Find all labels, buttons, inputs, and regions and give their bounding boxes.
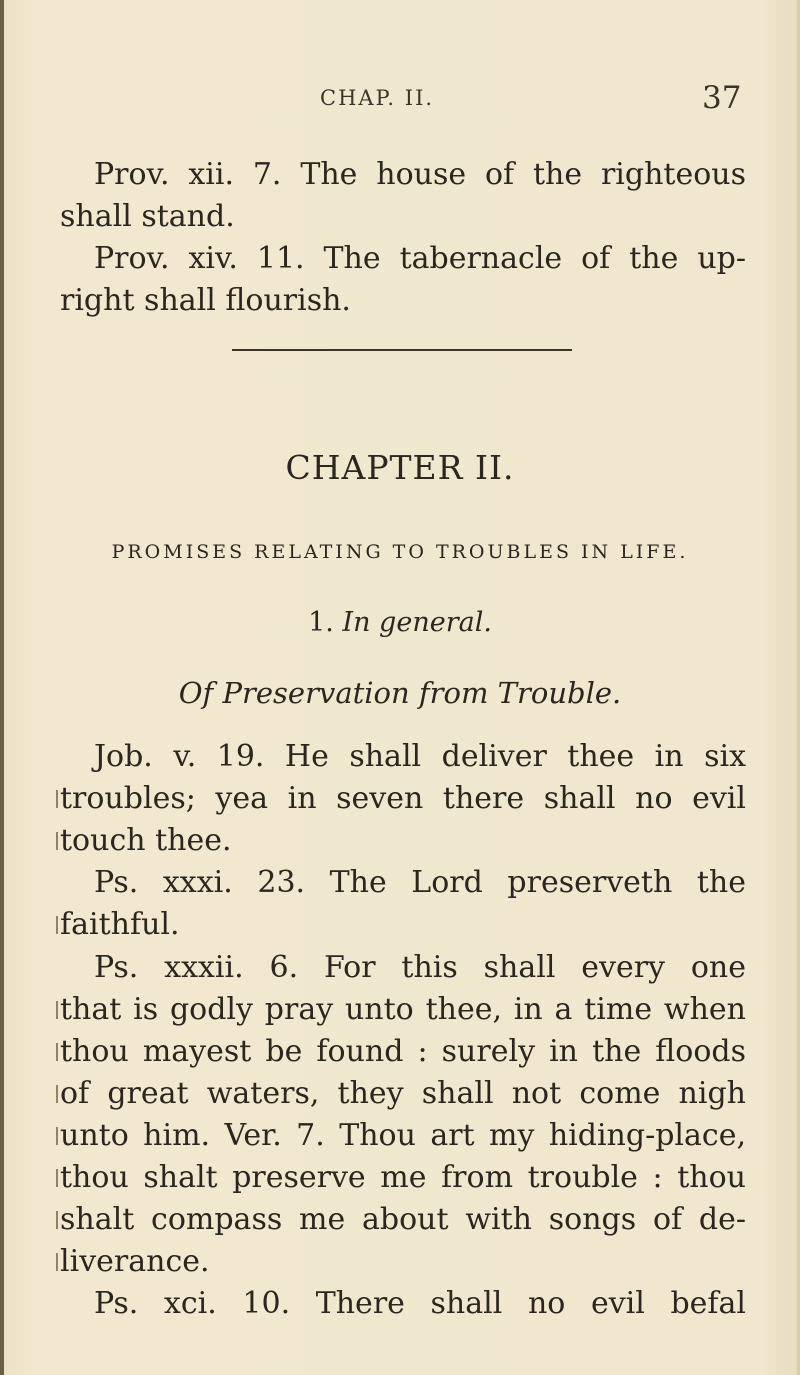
body-line-12: shalt compass me about with songs of de- bbox=[60, 1202, 746, 1237]
gutter-mark bbox=[56, 790, 58, 808]
body-line-1: Job. v. 19. He shall deliver thee in six bbox=[94, 739, 746, 774]
gutter-mark bbox=[56, 916, 58, 934]
section-title: PROMISES RELATING TO TROUBLES IN LIFE. bbox=[111, 541, 689, 563]
gutter-mark bbox=[56, 832, 58, 850]
body-line-11: thou shalt preserve me from trouble : thou bbox=[60, 1160, 746, 1195]
page-number: 37 bbox=[702, 80, 742, 116]
intro-line-4: right shall flourish. bbox=[60, 283, 351, 318]
chapter-title: CHAPTER II. bbox=[285, 448, 515, 487]
section-divider-rule bbox=[232, 349, 572, 351]
body-line-6: Ps. xxxii. 6. For this shall every one bbox=[94, 950, 746, 985]
body-line-7: that is godly pray unto thee, in a time when bbox=[60, 992, 746, 1027]
intro-line-1: Prov. xii. 7. The house of the righteous bbox=[94, 157, 746, 192]
subsection-text: In general. bbox=[342, 607, 492, 638]
gutter-mark bbox=[56, 1085, 58, 1103]
gutter-mark bbox=[56, 1127, 58, 1145]
body-line-2: troubles; yea in seven there shall no evil bbox=[60, 781, 746, 816]
intro-line-3: Prov. xiv. 11. The tabernacle of the up- bbox=[94, 241, 746, 276]
body-line-13: liverance. bbox=[60, 1244, 210, 1279]
intro-line-2: shall stand. bbox=[60, 199, 235, 234]
gutter-mark bbox=[56, 1043, 58, 1061]
gutter-mark bbox=[56, 1001, 58, 1019]
subsection-number: 1. bbox=[308, 607, 334, 638]
gutter-mark bbox=[56, 1253, 58, 1271]
running-head: CHAP. II. bbox=[320, 86, 435, 110]
topic-heading: Of Preservation from Trouble. bbox=[178, 676, 622, 710]
body-line-9: of great waters, they shall not come nigh bbox=[60, 1076, 746, 1111]
body-line-8: thou mayest be found : surely in the floods bbox=[60, 1034, 746, 1069]
body-line-10: unto him. Ver. 7. Thou art my hiding-place, bbox=[60, 1118, 746, 1153]
body-line-5: faithful. bbox=[60, 907, 180, 942]
gutter-mark bbox=[56, 1211, 58, 1229]
gutter-mark bbox=[56, 1169, 58, 1187]
subsection-heading bbox=[0, 607, 800, 638]
body-line-3: touch thee. bbox=[60, 823, 232, 858]
body-line-14: Ps. xci. 10. There shall no evil befal bbox=[94, 1286, 746, 1321]
body-line-4: Ps. xxxi. 23. The Lord preserveth the bbox=[94, 865, 746, 900]
